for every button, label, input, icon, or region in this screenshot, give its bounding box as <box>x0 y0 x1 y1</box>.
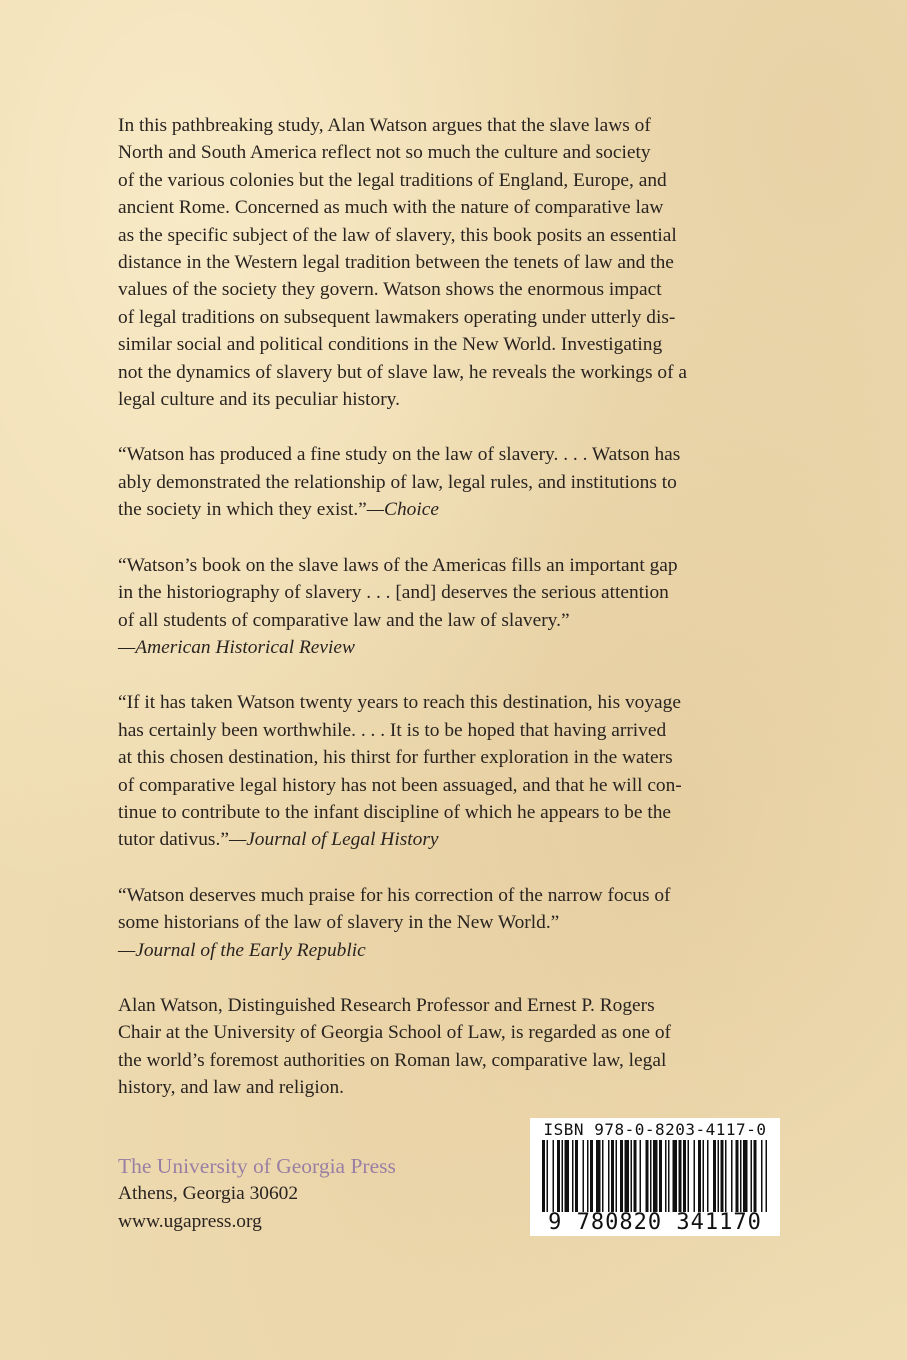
barcode-bar <box>650 1140 652 1212</box>
barcode-bar <box>688 1140 690 1212</box>
barcode-bar <box>736 1140 739 1212</box>
barcode-bar <box>721 1140 724 1212</box>
barcode-digits: 9 780820 341170 <box>548 1210 762 1235</box>
barcode-bar <box>703 1140 705 1212</box>
barcode-bar <box>620 1140 623 1212</box>
barcode-bar <box>694 1140 696 1212</box>
barcode-bar <box>683 1140 686 1212</box>
barcode-bar <box>547 1140 549 1212</box>
barcode-bar <box>553 1140 555 1212</box>
barcode-bar <box>754 1140 757 1212</box>
review-quote <box>118 689 798 853</box>
barcode-bar <box>740 1140 742 1212</box>
barcode-bar <box>665 1140 667 1212</box>
review-source: —Journal of the Early Republic <box>118 939 366 961</box>
barcode-bar <box>725 1140 727 1212</box>
barcode-bar <box>640 1140 642 1212</box>
barcode-bar <box>673 1140 678 1212</box>
publisher-address: Athens, Georgia 30602 <box>118 1183 299 1205</box>
review-text: “Watson’s book on the slave laws of the Americas fills an important gap in the historiography of slavery . . . [and] deserves the serious attention of all students of comparative law and the law of slavery.” <box>118 554 678 631</box>
barcode-bar <box>596 1140 601 1212</box>
barcode-bar <box>557 1140 560 1212</box>
barcode-bar <box>743 1140 748 1212</box>
review-source: —Journal of Legal History <box>228 829 439 851</box>
barcode-bar <box>679 1140 682 1212</box>
barcode-bar <box>602 1140 604 1212</box>
barcode-bar <box>562 1140 564 1212</box>
review-quote <box>118 552 798 662</box>
barcode-bar <box>575 1140 578 1212</box>
review-text: “Watson deserves much praise for his correction of the narrow focus of some historians of the law of slavery in the New World.” <box>118 884 671 934</box>
barcode-bar <box>631 1140 633 1212</box>
book-description: In this pathbreaking study, Alan Watson argues that the slave laws of North and South America reflect not so much the culture and society of the various colonies but the legal traditions of England, Europe, and ancient Rome. Concerned as much with the nature of comparative law as the specific subject of the law of slavery, this book posits an essential distance in the Western legal tradition between the tenets of law and the values of the society they govern. Watson shows the enormous impact of legal traditions on subsequent lawmakers operating under utterly dis- similar social and political conditions in the New World. Investigating not the dynamics of slavery but of slave law, he reveals the workings of a legal culture and its peculiar history. <box>118 115 687 411</box>
back-cover-text <box>118 112 798 1130</box>
barcode-bar <box>611 1140 614 1212</box>
barcode-bar <box>751 1140 753 1212</box>
barcode-bar <box>713 1140 716 1212</box>
publisher-block <box>118 1153 396 1235</box>
author-bio: Alan Watson, Distinguished Research Professor and Ernest P. Rogers Chair at the University of Georgia School of Law, is regarded as one of the world’s foremost authorities on Roman law, comparative law, legal history, and law and religion. <box>118 994 672 1099</box>
barcode-bar <box>583 1140 585 1212</box>
barcode-bar <box>766 1140 768 1212</box>
publisher-website: www.ugapress.org <box>118 1210 262 1232</box>
review-quote <box>118 441 798 523</box>
barcode-bar <box>625 1140 630 1212</box>
barcode-bar <box>646 1140 649 1212</box>
barcode-bars <box>542 1140 768 1212</box>
review-text: “Watson has produced a fine study on the law of slavery. . . . Watson has ably demonstrated the relationship of law, legal rules, and institutions to the society in which they exist.” <box>118 444 681 521</box>
barcode-bar <box>634 1140 637 1212</box>
barcode-bar <box>542 1140 545 1212</box>
barcode-bar <box>698 1140 701 1212</box>
barcode-bar <box>653 1140 658 1212</box>
review-source: —Choice <box>366 499 439 521</box>
isbn-label: ISBN 978-0-8203-4117-0 <box>543 1120 767 1139</box>
barcode-bar <box>731 1140 733 1212</box>
barcode-bar <box>590 1140 593 1212</box>
review-source: —American Historical Review <box>118 636 355 658</box>
barcode-bar <box>668 1140 670 1212</box>
barcode-bar <box>761 1140 763 1212</box>
review-quote <box>118 882 798 964</box>
barcode-bar <box>707 1140 709 1212</box>
barcode-bar <box>718 1140 720 1212</box>
review-text: “If it has taken Watson twenty years to reach this destination, his voyage has certainly been worthwhile. . . . It is to be hoped that having arrived at this chosen destination, his thirst for further exploration in the waters of comparative legal history has not been assuaged, and that he will con- tinue to contribute to the infant discipline of which he appears to be the tutor dativus.” <box>118 692 682 851</box>
barcode-bar <box>587 1140 589 1212</box>
isbn-barcode <box>530 1118 780 1236</box>
barcode-bar <box>572 1140 574 1212</box>
barcode-bar <box>616 1140 618 1212</box>
barcode-bar <box>608 1140 610 1212</box>
barcode-bar <box>659 1140 662 1212</box>
barcode-bar <box>565 1140 570 1212</box>
publisher-name: The University of Georgia Press <box>118 1154 396 1178</box>
